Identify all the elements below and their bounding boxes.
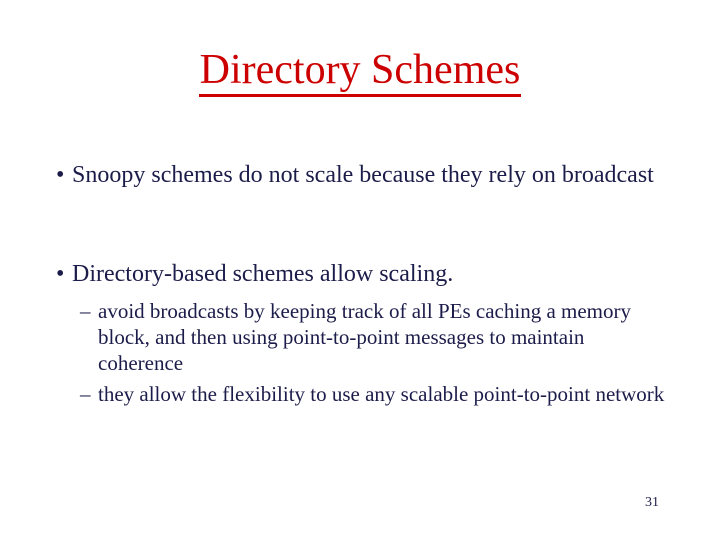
sub-bullet-text: they allow the flexibility to use any scalable point-to-point network: [98, 382, 665, 406]
sub-bullet-text: avoid broadcasts by keeping track of all PEs caching a memory block, and then using point-to-point messages to maintain coherence: [98, 299, 631, 375]
bullet-text: Directory-based schemes allow scaling.: [72, 261, 454, 287]
slide-title: [0, 42, 720, 98]
page-number: 31: [645, 495, 659, 510]
bullet-marker: •: [56, 261, 65, 287]
sub-bullet-item: [80, 298, 670, 376]
bullet-item: [56, 259, 656, 289]
bullet-item: [56, 160, 656, 190]
slide-title-text: Directory Schemes: [199, 46, 522, 97]
sub-bullet-marker: –: [80, 299, 91, 323]
sub-bullet-marker: –: [80, 382, 91, 406]
bullet-marker: •: [56, 162, 65, 188]
bullet-text: Snoopy schemes do not scale because they rely on broadcast: [72, 162, 654, 188]
sub-bullet-item: [80, 381, 670, 407]
